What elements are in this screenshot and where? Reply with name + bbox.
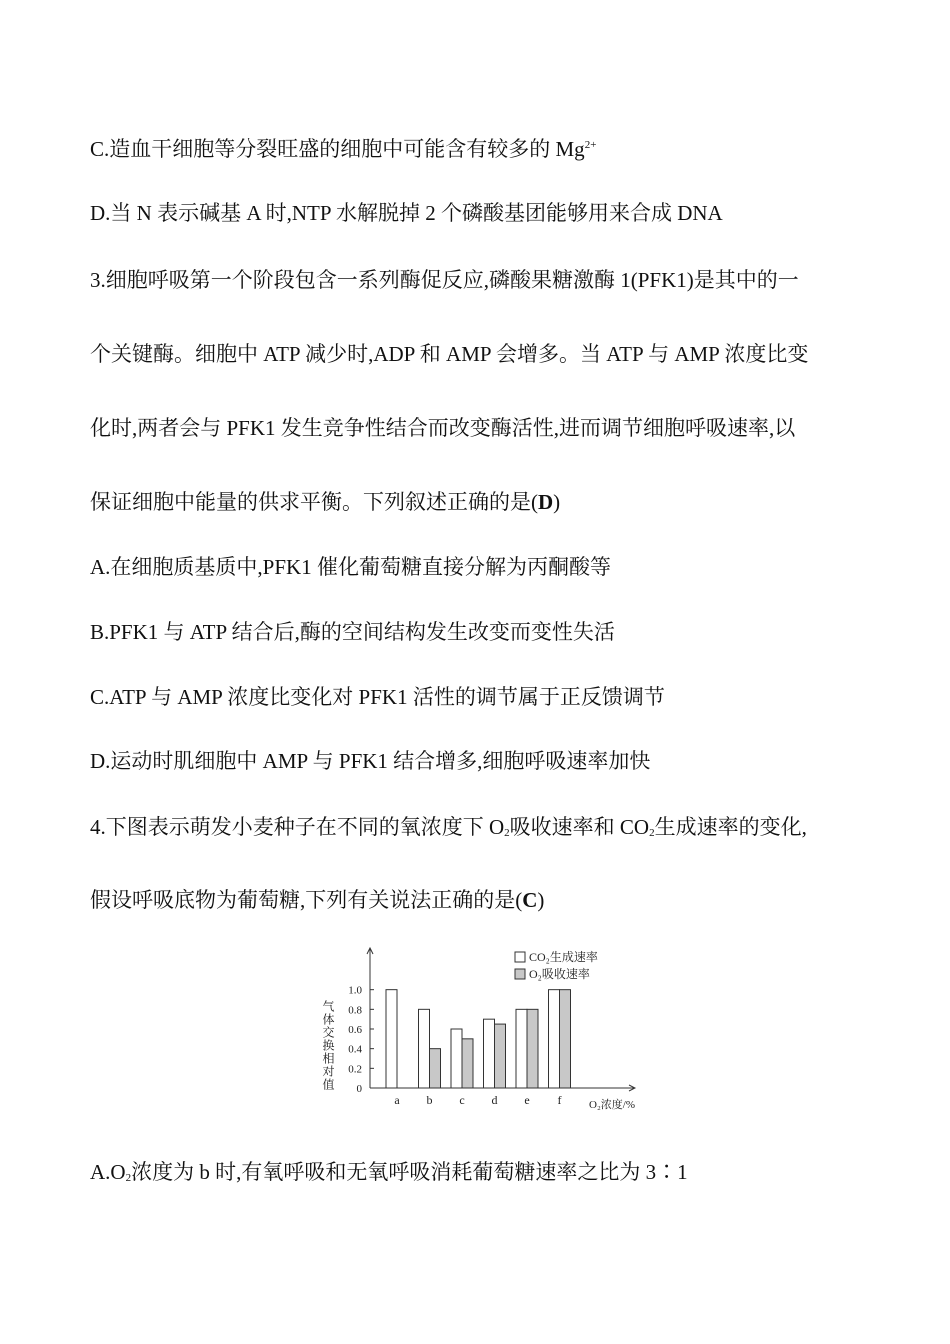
bar-d-co2 (484, 1019, 495, 1088)
question-4-line-1 (90, 812, 807, 842)
x-tick-label: f (557, 1093, 562, 1107)
bar-e-o2 (527, 1009, 538, 1088)
question-4-line-2 (90, 885, 544, 915)
y-tick-label: 0.4 (348, 1043, 362, 1056)
bar-b-co2 (419, 1009, 430, 1088)
q4-text-a: 4.下图表示萌发小麦种子在不同的氧浓度下 O (90, 815, 505, 839)
legend-swatch (515, 952, 525, 962)
bar-f-co2 (549, 990, 560, 1088)
q4-text-b: 吸收速率和 CO (509, 815, 650, 839)
y-tick-label: 0.2 (348, 1063, 362, 1076)
x-tick-label: a (394, 1093, 400, 1107)
bar-a-co2 (386, 990, 397, 1088)
x-axis-label: O₂浓度/% (589, 1099, 635, 1111)
x-tick-label: b (426, 1093, 433, 1107)
q3-option-c: C.ATP 与 AMP 浓度比变化对 PFK1 活性的调节属于正反馈调节 (90, 685, 665, 709)
q4-option-a (90, 1157, 688, 1187)
gas-exchange-bar-chart (310, 940, 650, 1120)
option-d-text: D.当 N 表示碱基 A 时,NTP 水解脱掉 2 个磷酸基团能够用来合成 DNA (90, 201, 723, 225)
answer-letter: D (538, 490, 554, 514)
option-c-main: C.造血干细胞等分裂旺盛的细胞中可能含有较多的 Mg (90, 137, 585, 161)
q3-option-d: D.运动时肌细胞中 AMP 与 PFK1 结合增多,细胞呼吸速率加快 (90, 749, 651, 773)
bar-e-co2 (516, 1009, 527, 1088)
question-3-line-3: 化时,两者会与 PFK1 发生竞争性结合而改变酶活性,进而调节细胞呼吸速率,以 (90, 416, 796, 440)
y-tick-label: 0.6 (348, 1024, 362, 1036)
q4-option-a-text: 浓度为 b 时,有氧呼吸和无氧呼吸消耗葡萄糖速率之比为 3∶1 (131, 1160, 688, 1184)
chart-bars (386, 990, 571, 1088)
bar-c-o2 (462, 1039, 473, 1088)
bar-d-o2 (495, 1024, 506, 1088)
bar-c-co2 (451, 1029, 462, 1088)
question-3-line-4 (90, 487, 560, 517)
option-c-text (90, 134, 596, 164)
y-tick-label: 0 (356, 1083, 362, 1095)
x-tick-label: e (524, 1093, 530, 1107)
closing-paren: ) (537, 888, 545, 912)
q3-option-b: B.PFK1 与 ATP 结合后,酶的空间结构发生改变而变性失活 (90, 620, 615, 644)
question-3-line-2: 个关键酶。细胞中 ATP 减少时,ADP 和 AMP 会增多。当 ATP 与 AMP 浓度比变 (90, 342, 809, 366)
legend-swatch (515, 969, 525, 979)
bar-f-o2 (560, 990, 571, 1088)
q4-option-a-prefix: A.O (90, 1160, 126, 1184)
superscript-charge: 2+ (584, 139, 597, 151)
q4-text-c: 生成速率的变化, (654, 815, 807, 839)
closing-paren: ) (553, 490, 561, 514)
chart-legend (515, 949, 598, 981)
question-3-stem-end: 保证细胞中能量的供求平衡。下列叙述正确的是( (90, 490, 538, 514)
bar-b-o2 (430, 1049, 441, 1088)
answer-letter: C (522, 888, 538, 912)
subscript-2: 2 (504, 827, 510, 839)
q4-stem-end: 假设呼吸底物为葡萄糖,下列有关说法正确的是( (90, 888, 523, 912)
legend-label: CO₂生成速率 (529, 950, 598, 964)
x-tick-label: d (491, 1093, 498, 1107)
subscript-2: 2 (125, 1172, 132, 1184)
subscript-2: 2 (649, 827, 655, 839)
y-axis-label: 气体交换相对值 (321, 1000, 335, 1091)
x-tick-label: c (459, 1093, 465, 1107)
y-tick-label: 1.0 (348, 984, 362, 997)
y-tick-label: 0.8 (348, 1004, 362, 1017)
legend-label: O₂吸收速率 (529, 967, 590, 981)
q3-option-a: A.在细胞质基质中,PFK1 催化葡萄糖直接分解为丙酮酸等 (90, 555, 611, 579)
question-3-line-1: 3.细胞呼吸第一个阶段包含一系列酶促反应,磷酸果糖激酶 1(PFK1)是其中的一 (90, 268, 799, 292)
